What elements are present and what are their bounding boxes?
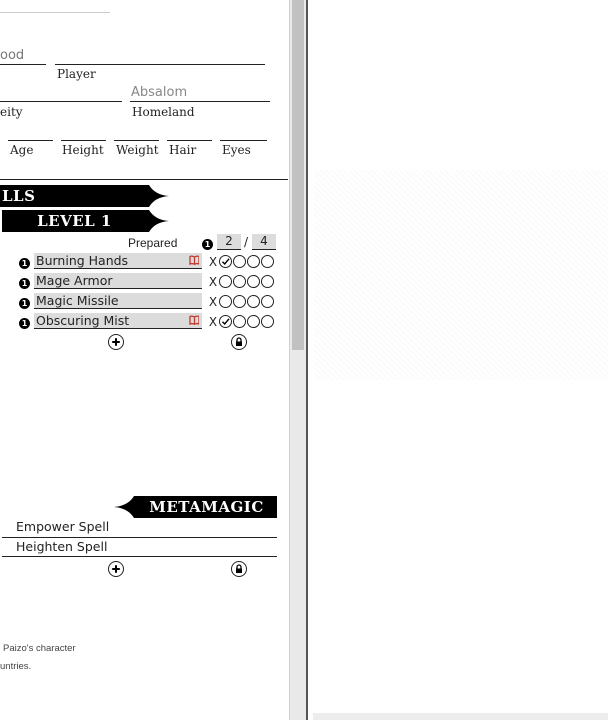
plus-circle-icon [109, 335, 123, 349]
deity-caption: eity [0, 105, 23, 119]
spells-banner-text: LLS [2, 187, 36, 205]
book-icon[interactable] [189, 315, 199, 325]
spell-name: Obscuring Mist [36, 313, 130, 328]
check-icon [220, 316, 231, 327]
spell-slot[interactable] [261, 315, 274, 328]
spell-name: Magic Missile [36, 293, 119, 308]
spell-slots [208, 314, 274, 330]
remove-spell-mark[interactable]: X [208, 274, 218, 289]
footer-line-2: untries. [0, 661, 32, 672]
spell-slot[interactable] [247, 315, 260, 328]
lock-spells-button[interactable] [231, 334, 247, 350]
spell-name: Burning Hands [36, 253, 129, 268]
metamagic-row-line [2, 556, 277, 557]
book-icon[interactable] [189, 255, 199, 265]
eyes-caption: Eyes [222, 143, 251, 157]
homeland-field[interactable]: Absalom [131, 85, 188, 100]
metamagic-banner-text: METAMAGIC [149, 498, 264, 516]
spell-slot[interactable] [233, 295, 246, 308]
spell-slot[interactable] [261, 255, 274, 268]
height-caption: Height [62, 143, 104, 157]
add-spell-button[interactable] [108, 334, 124, 350]
deity-underline [0, 101, 122, 102]
weight-underline [114, 140, 159, 141]
spell-slot[interactable] [219, 295, 232, 308]
character-sheet [0, 0, 288, 720]
spell-row[interactable] [34, 313, 202, 329]
lock-icon [232, 335, 246, 349]
top-field-line [0, 12, 110, 13]
metamagic-row-line [2, 537, 277, 538]
spell-slots [208, 274, 274, 290]
plus-circle-icon [109, 562, 123, 576]
spell-slot[interactable] [233, 255, 246, 268]
hair-caption: Hair [169, 143, 197, 157]
age-caption: Age [10, 143, 34, 157]
spell-slot[interactable] [233, 315, 246, 328]
eyes-underline [220, 140, 267, 141]
spells-banner-tail [145, 185, 169, 207]
age-underline [8, 140, 53, 141]
scrollbar-thumb[interactable] [292, 0, 304, 350]
prepared-level-badge: 1 [202, 239, 213, 250]
homeland-caption: Homeland [132, 105, 195, 119]
spell-slots [208, 254, 274, 270]
spell-slot[interactable] [247, 255, 260, 268]
footer-line-1: Paizo's character [3, 643, 76, 654]
spell-slot[interactable] [219, 255, 232, 268]
spell-slot[interactable] [261, 275, 274, 288]
level-1-banner-text: LEVEL 1 [37, 212, 112, 230]
spell-row[interactable] [34, 273, 202, 289]
spell-row[interactable] [34, 253, 202, 269]
blank-pane [308, 0, 608, 720]
height-underline [61, 140, 106, 141]
weight-caption: Weight [116, 143, 159, 157]
level-1-banner [2, 210, 147, 232]
remove-spell-mark[interactable]: X [208, 314, 218, 329]
bottom-strip [313, 713, 608, 720]
prepared-count[interactable]: 2 [217, 234, 241, 250]
metamagic-item-heighten[interactable]: Heighten Spell [16, 539, 108, 554]
vertical-scrollbar[interactable] [289, 0, 307, 720]
spells-banner [0, 185, 147, 207]
metamagic-banner-tail [114, 496, 136, 518]
prepared-label: Prepared [128, 236, 178, 250]
spell-slot[interactable] [247, 295, 260, 308]
spell-level-badge: 1 [19, 298, 30, 309]
remove-spell-mark[interactable]: X [208, 254, 218, 269]
level-1-banner-tail [147, 210, 169, 232]
lock-icon [232, 562, 246, 576]
check-icon [220, 256, 231, 267]
prepared-separator: / [244, 235, 249, 249]
remove-spell-mark[interactable]: X [208, 294, 218, 309]
spell-slot[interactable] [219, 315, 232, 328]
add-metamagic-button[interactable] [108, 561, 124, 577]
spell-slot[interactable] [247, 275, 260, 288]
alignment-underline [0, 64, 46, 65]
homeland-underline [130, 101, 270, 102]
spell-slots [208, 294, 274, 310]
player-underline [55, 64, 265, 65]
metamagic-banner [136, 496, 277, 518]
spell-slot[interactable] [233, 275, 246, 288]
spell-level-badge: 1 [19, 258, 30, 269]
spell-row[interactable] [34, 293, 202, 309]
hair-underline [167, 140, 212, 141]
player-caption: Player [57, 67, 96, 81]
spell-slot[interactable] [219, 275, 232, 288]
prepared-max[interactable]: 4 [252, 234, 276, 250]
section-divider [0, 179, 288, 180]
spell-name: Mage Armor [36, 273, 113, 288]
faint-background-region [314, 170, 608, 380]
alignment-field[interactable]: ood [0, 48, 25, 63]
spell-slot[interactable] [261, 295, 274, 308]
metamagic-item-empower[interactable]: Empower Spell [16, 519, 110, 534]
lock-metamagic-button[interactable] [231, 561, 247, 577]
spell-level-badge: 1 [19, 318, 30, 329]
spell-level-badge: 1 [19, 278, 30, 289]
